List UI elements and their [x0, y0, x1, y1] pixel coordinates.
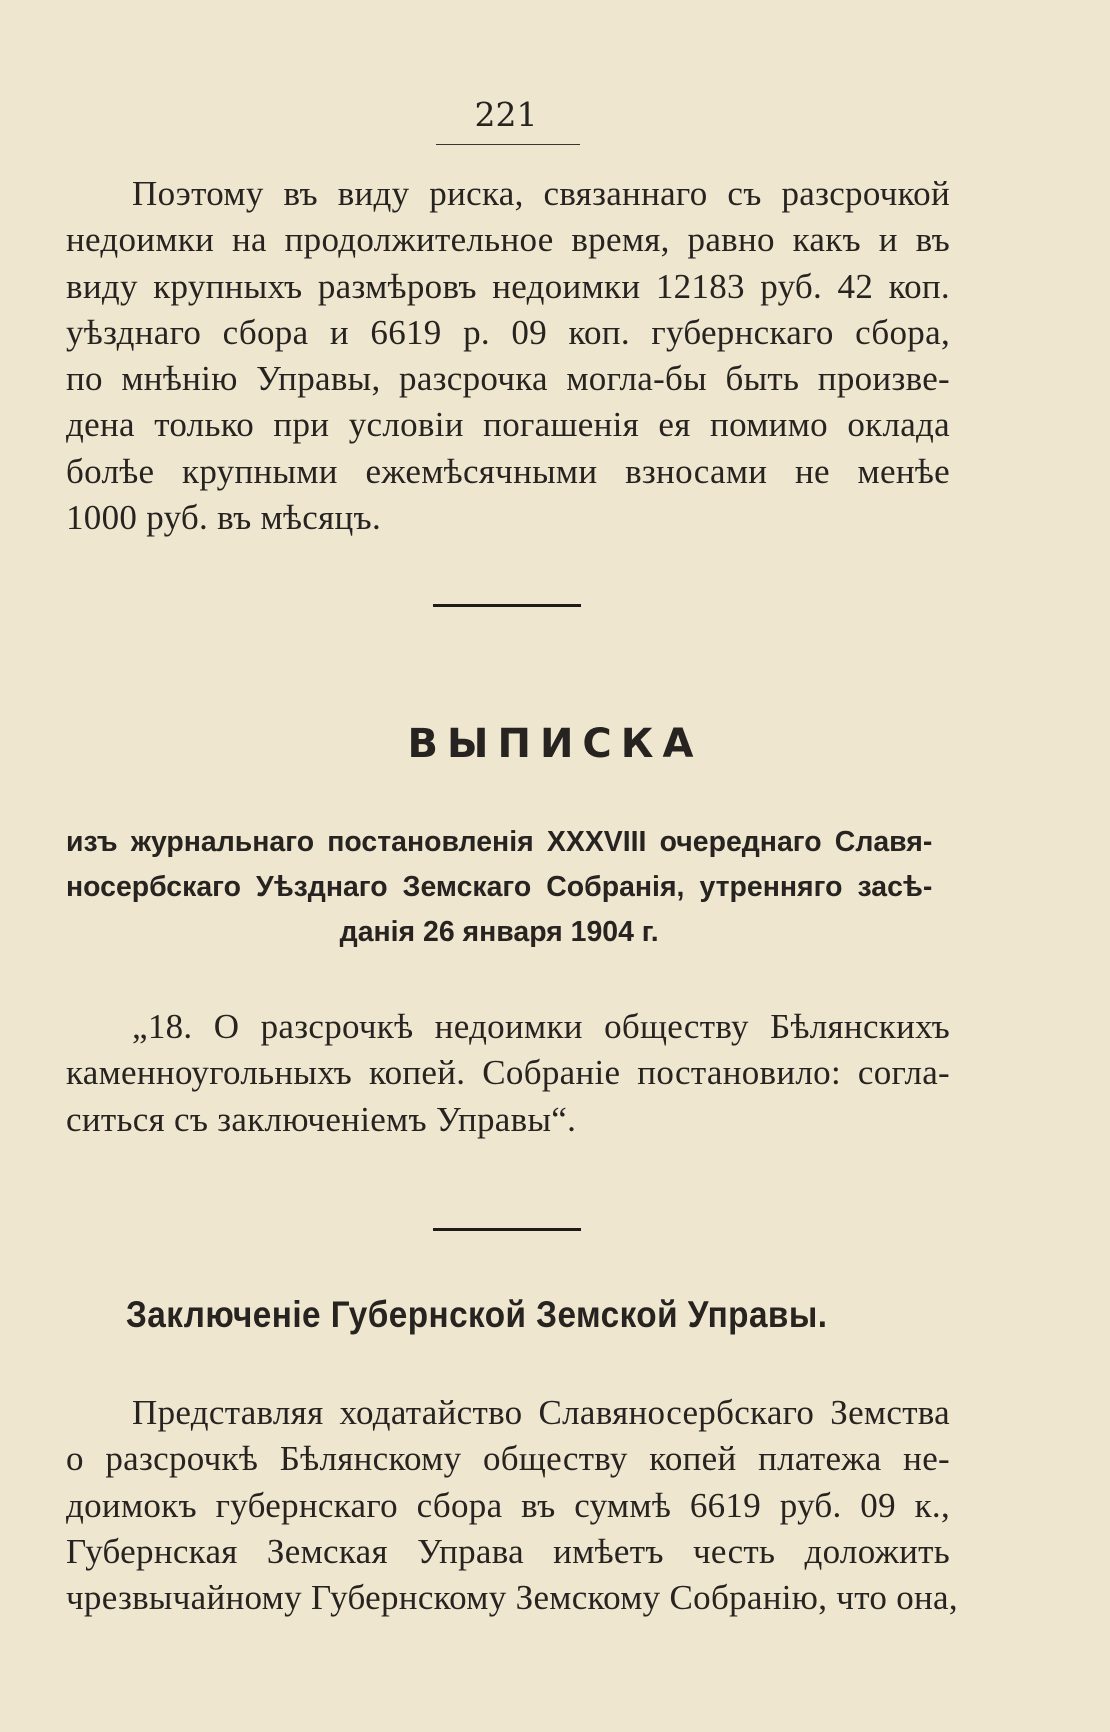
- page-number: 221: [474, 95, 538, 134]
- subtitle-line: носербскаго Уѣзднаго Земскаго Собранія, утренняго засѣ-: [66, 871, 933, 903]
- section-divider: [433, 1228, 581, 1231]
- paragraph-line: недоимки на продолжительное время, равно какъ и въ: [66, 220, 950, 260]
- paragraph-line: ситься съ заключеніемъ Управы“.: [66, 1099, 577, 1139]
- paragraph-line: дена только при условіи погашенія ея помимо оклада: [66, 405, 950, 445]
- paragraph-line: 1000 руб. въ мѣсяцъ.: [66, 498, 382, 538]
- paragraph-line: Губернская Земская Управа имѣетъ честь доложить: [66, 1531, 950, 1571]
- paragraph-line: доимокъ губернскаго сбора въ суммѣ 6619 руб. 09 к.,: [66, 1485, 950, 1525]
- paragraph-line: Поэтому въ виду риска, связаннаго съ разсрочкой: [132, 174, 950, 213]
- paragraph-line: виду крупныхъ размѣровъ недоимки 12183 руб. 42 коп.: [66, 266, 950, 306]
- subtitle-line: данія 26 января 1904 г.: [339, 916, 659, 948]
- section-divider: [433, 604, 581, 607]
- paragraph-line: чрезвычайному Губернскому Земскому Собранію, что она,: [66, 1578, 958, 1618]
- paragraph-conclusion: [66, 1390, 958, 1621]
- paragraph-line: по мнѣнію Управы, разсрочка могла-бы быть произве-: [66, 359, 950, 399]
- paragraph-risk: [66, 171, 950, 541]
- subtitle-line: изъ журнальнаго постановленія XXXVIII очереднаго Славя-: [66, 826, 933, 858]
- paragraph-resolution: [66, 1004, 950, 1143]
- conclusion-heading: Заключеніе Губернской Земской Управы.: [126, 1294, 828, 1335]
- paragraph-line: каменноугольныхъ копей. Собраніе постановило: согла-: [66, 1053, 950, 1093]
- extract-title: ВЫПИСКА: [407, 721, 703, 767]
- extract-subtitle: [66, 820, 932, 955]
- page-number-underline: [436, 144, 580, 145]
- paragraph-line: Представляя ходатайство Славяносербскаго Земства: [132, 1393, 950, 1432]
- paragraph-line: уѣзднаго сбора и 6619 р. 09 коп. губернскаго сбора,: [66, 312, 950, 352]
- paragraph-line: „18. О разсрочкѣ недоимки обществу Бѣлянскихъ: [132, 1007, 950, 1046]
- paragraph-line: о разсрочкѣ Бѣлянскому обществу копей платежа не-: [66, 1439, 950, 1479]
- paragraph-line: болѣе крупными ежемѣсячными взносами не менѣе: [66, 451, 950, 491]
